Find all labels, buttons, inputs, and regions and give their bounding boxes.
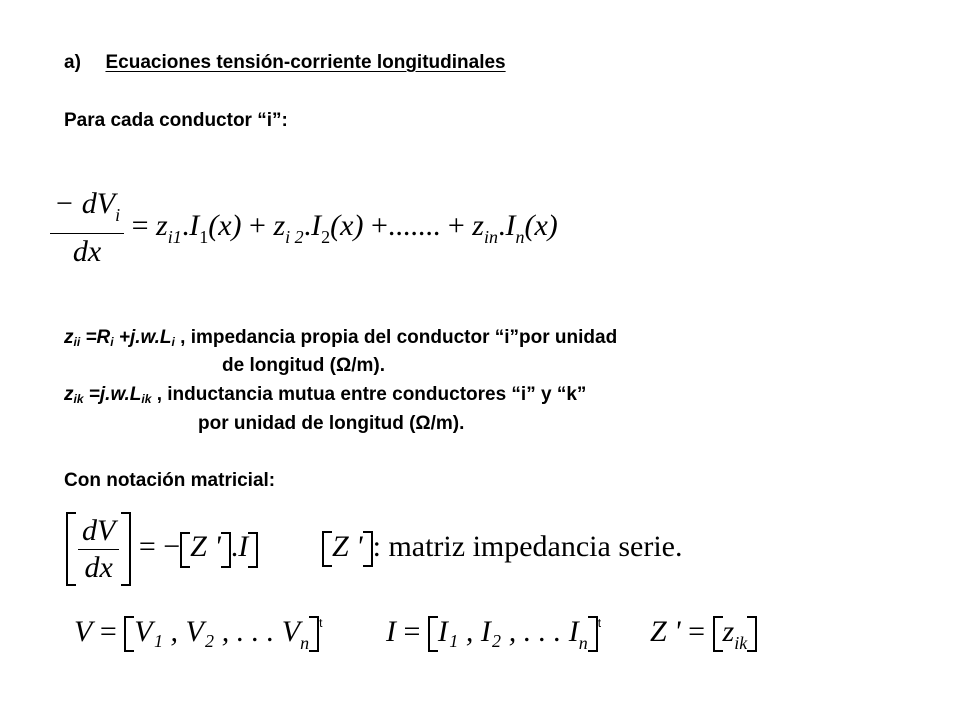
- matrix-derivative: [78, 513, 119, 586]
- z-item-subscript: ik: [734, 633, 748, 653]
- zik-symbol: z: [64, 384, 74, 405]
- term-coef: z: [273, 208, 286, 242]
- intro-text: Para cada conductor “i”:: [64, 110, 288, 131]
- zik-description-line2: por unidad de longitud (Ω/m).: [198, 413, 465, 434]
- v-last-subscript: n: [300, 633, 310, 653]
- right-bracket: [121, 512, 131, 586]
- r-subscript: i: [110, 335, 114, 349]
- term-var-sub: 2: [321, 226, 331, 247]
- matrix-description: [322, 530, 682, 567]
- zii-definition: [64, 327, 617, 349]
- zik-definition: [64, 384, 586, 406]
- zii-description: , impedancia propia del conductor “i”por unidad: [174, 327, 618, 348]
- zii-subscript: ii: [73, 335, 81, 349]
- lik-subscript: ik: [141, 392, 152, 406]
- ellipsis: .......: [387, 208, 441, 242]
- matrix-description-text: : matriz impedancia serie.: [372, 530, 683, 563]
- term-var: I: [189, 208, 200, 242]
- zik-eq: =j.w.L: [83, 384, 142, 405]
- v-items: V₁ , V₂ , . . . V: [134, 615, 301, 648]
- z-matrix: Z ': [190, 530, 221, 564]
- term-coef-sub: i 2: [285, 226, 304, 247]
- fraction-numerator: − dV: [54, 187, 116, 220]
- numerator-subscript: i: [115, 205, 121, 225]
- equals-minus: = −: [138, 530, 181, 564]
- matrix-intro: Con notación matricial:: [64, 470, 276, 491]
- zik-description: , inductancia mutua entre conductores “i” y “k”: [151, 384, 587, 405]
- dot: .: [230, 530, 239, 564]
- term-var-sub: n: [515, 226, 525, 247]
- voltage-current-equation: $\frac{- dV_i}{dx}$ = $z_{i1}.I_1(x) + z_{i 2}.I_2(x)$ +....... + $z_{in}.I_n(x)$: [50, 186, 558, 270]
- matrix-equation: [66, 512, 258, 586]
- i-items: I₁ , I₂ , . . . I: [437, 615, 579, 648]
- transpose-mark: t: [597, 616, 602, 630]
- derivative-fraction: [50, 186, 124, 270]
- i-symbol: I: [386, 615, 396, 648]
- l-subscript: i: [171, 335, 175, 349]
- section-label: a): [64, 52, 81, 73]
- left-bracket: [66, 512, 76, 586]
- term-coef: z: [472, 208, 484, 242]
- section-title: Ecuaciones tensión-corriente longitudinales: [105, 52, 506, 73]
- term-var: I: [311, 208, 322, 242]
- matrix-num: dV: [82, 513, 116, 547]
- term-arg: (x): [524, 208, 558, 242]
- fraction-denominator: dx: [72, 235, 102, 268]
- z-matrix-label: Z ': [332, 530, 363, 563]
- i-vector-definition: I = I₁ , I₂ , . . . $I_n^t$: [386, 615, 602, 653]
- transpose-mark: t: [319, 616, 323, 630]
- i-last-subscript: n: [578, 633, 588, 653]
- term-coef-sub: i1: [167, 226, 182, 247]
- zii-symbol: z: [64, 327, 74, 348]
- matrix-den: dx: [84, 550, 113, 584]
- zii-plus: +j.w.L: [113, 327, 172, 348]
- term-var-sub: 1: [199, 226, 209, 247]
- i-vector: I: [238, 530, 249, 564]
- z-symbol: Z ': [650, 615, 681, 648]
- term-arg: (x): [208, 208, 242, 242]
- zii-eq: =R: [80, 327, 111, 348]
- z-item: z: [722, 615, 735, 648]
- term-coef-sub: in: [483, 226, 498, 247]
- section-heading: [64, 52, 506, 74]
- v-vector-definition: V = V₁ , V₂ , . . . $V_n^t$: [74, 615, 323, 653]
- zii-description-line2: de longitud (Ω/m).: [222, 355, 385, 376]
- v-symbol: V: [74, 615, 93, 648]
- term-arg: (x): [330, 208, 364, 242]
- term-var: I: [505, 208, 516, 242]
- term-coef: z: [156, 208, 168, 242]
- zik-subscript: ik: [73, 392, 84, 406]
- z-matrix-definition: Z ' = $z_{ik}$: [650, 615, 757, 654]
